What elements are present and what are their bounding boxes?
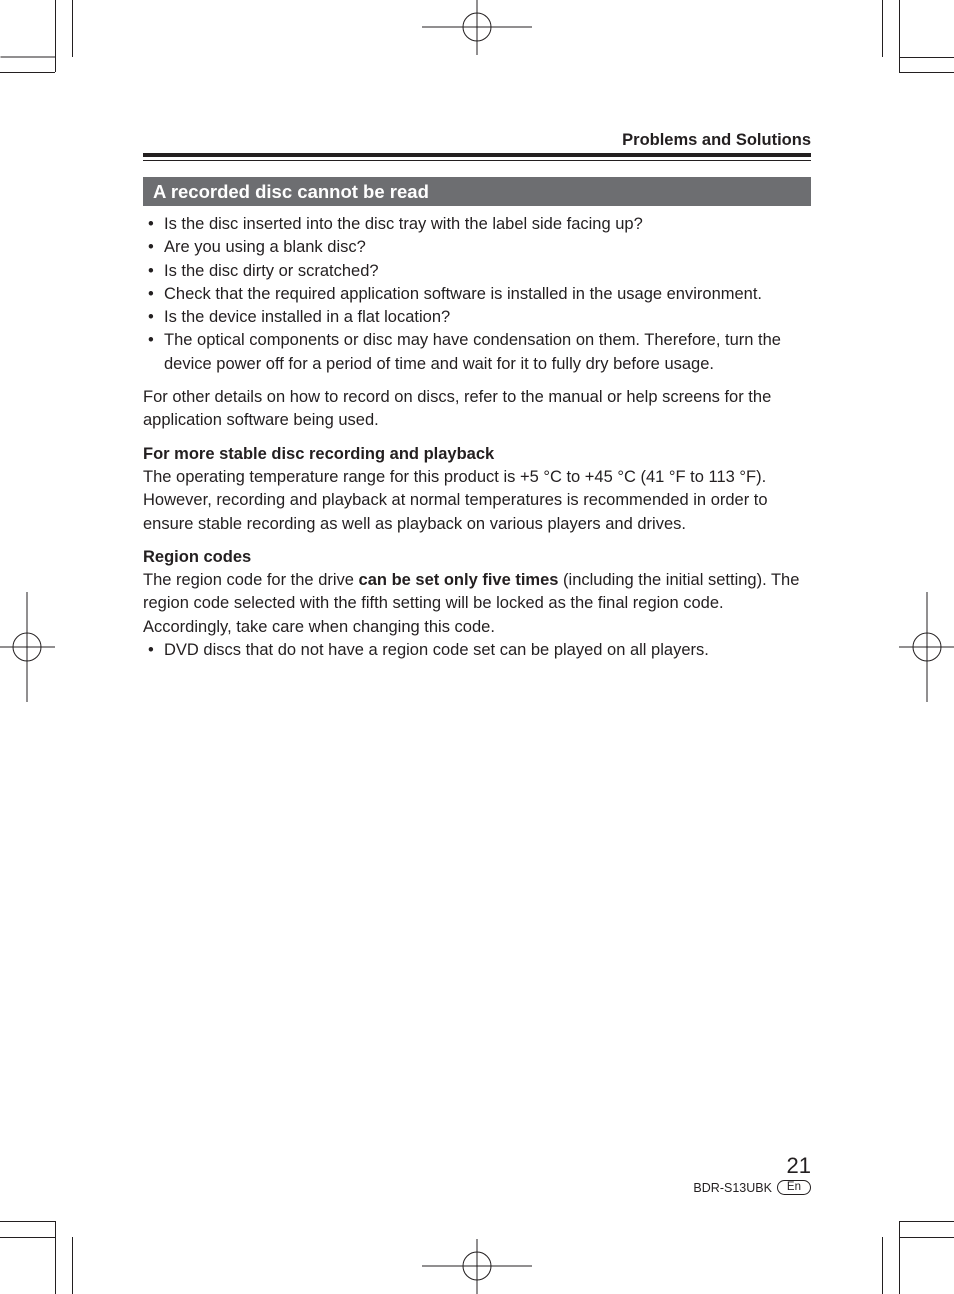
stable-recording-heading: For more stable disc recording and playback [143, 444, 495, 463]
region-codes-emphasis: can be set only five times [358, 571, 559, 590]
page-content [143, 213, 811, 662]
list-item: • Is the disc dirty or scratched? [143, 260, 811, 283]
region-codes-notes [143, 639, 811, 662]
list-item: • Check that the required application software is installed in the usage environment. [143, 283, 811, 306]
page-number: 21 [786, 1153, 811, 1178]
checklist [143, 213, 811, 376]
other-details-paragraph: For other details on how to record on discs, refer to the manual or help screens for the application software being used. [143, 388, 772, 430]
running-header: Problems and Solutions [622, 131, 811, 149]
model-name: BDR-S13UBK [693, 1180, 772, 1195]
list-item: • The optical components or disc may have condensation on them. Therefore, turn the device power off for a period of time and wait for it to fully dry before usage. [143, 329, 811, 376]
header-rule-thick [143, 153, 811, 157]
section-title-bar: A recorded disc cannot be read [143, 177, 811, 206]
language-badge: En [777, 1180, 811, 1195]
registration-target-top [422, 0, 532, 55]
list-item: • Is the disc inserted into the disc tray with the label side facing up? [143, 213, 811, 236]
region-codes-heading: Region codes [143, 547, 252, 566]
region-codes-text-prefix: The region code for the drive [143, 571, 359, 590]
list-item: • Is the device installed in a flat location? [143, 306, 811, 329]
header-rule-thin [143, 160, 811, 161]
registration-target-left [0, 592, 55, 702]
registration-target-right [899, 592, 954, 702]
stable-recording-paragraph: The operating temperature range for this product is +5 °C to +45 °C (41 °F to 113 °F). However, recording and playback at normal temperatures is recommended in order to ensure stable recording as well as playback on various players and drives. [143, 467, 768, 533]
model-footer [693, 1179, 811, 1196]
region-codes-text-suffix: (including the initial setting). The region code selected with the fifth setting will be locked as the final region code. Accordingly, take care when changing this code. [143, 571, 800, 636]
list-item: • DVD discs that do not have a region code set can be played on all players. [143, 639, 811, 662]
registration-target-bottom [422, 1239, 532, 1294]
region-codes-paragraph [143, 569, 811, 639]
list-item: • Are you using a blank disc? [143, 236, 811, 259]
